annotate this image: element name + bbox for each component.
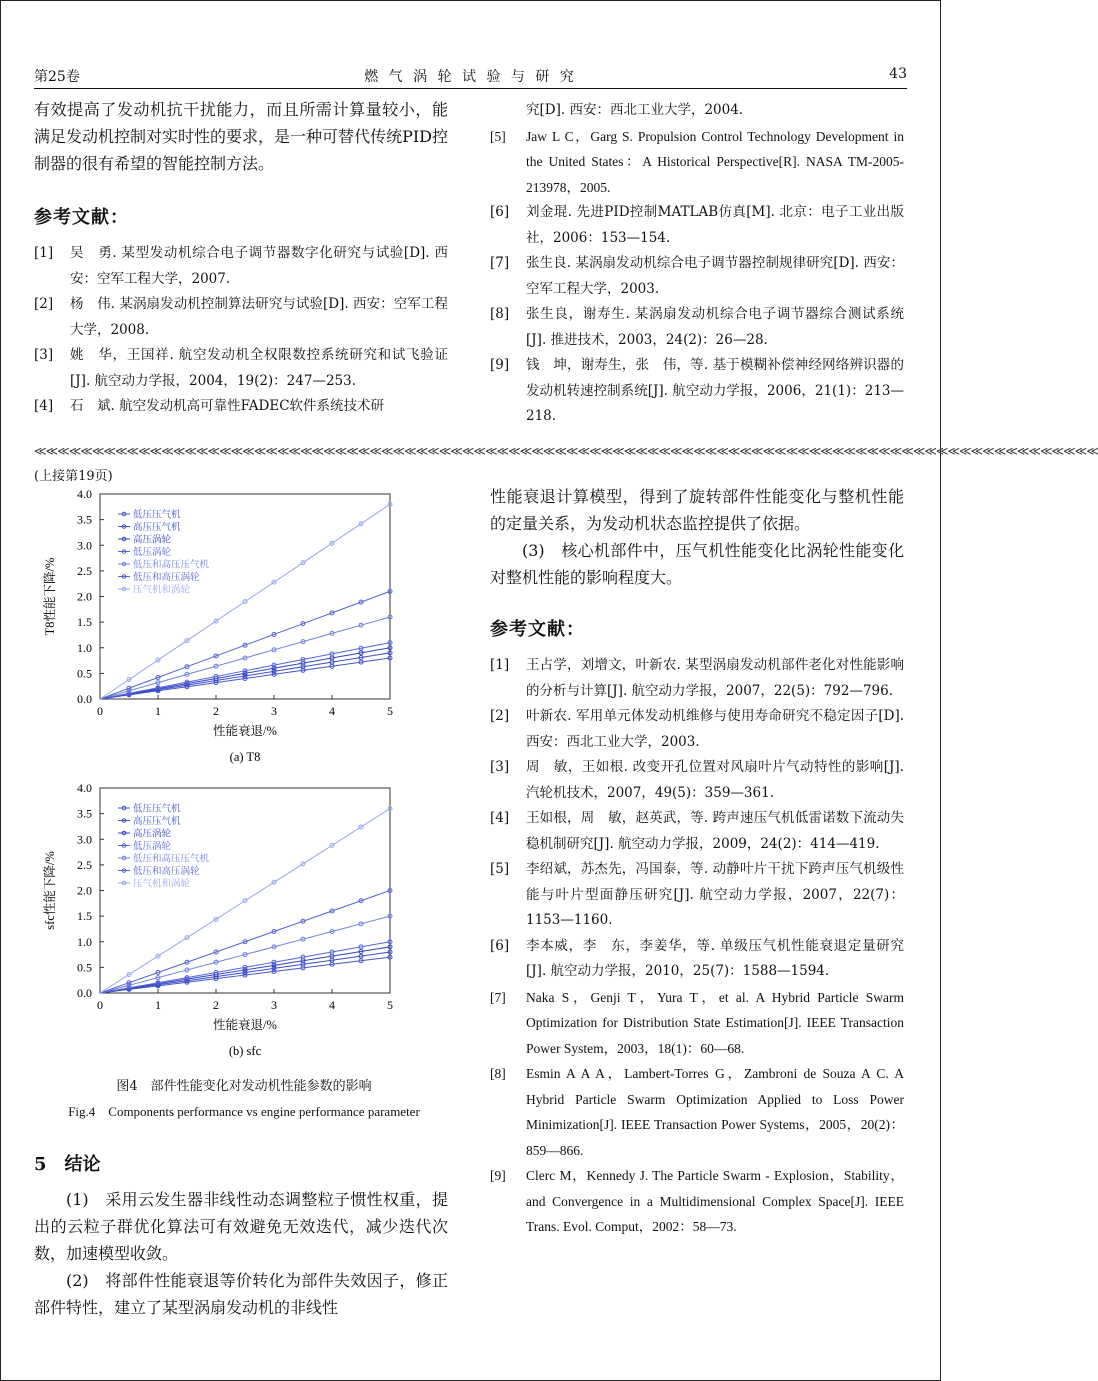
reference-item — [490, 124, 904, 201]
reference-list — [490, 124, 904, 430]
figure-caption-cn: 图4 部件性能变化对发动机性能参数的影响 — [116, 1079, 372, 1094]
y-tick-label: 1.0 — [77, 934, 92, 949]
y-tick-label: 3.0 — [77, 832, 92, 847]
reference-number: [6] — [490, 204, 510, 220]
x-tick-label: 0 — [97, 998, 103, 1012]
reference-text: 周 敏，王如根. 改变开孔位置对风扇叶片气动特性的影响[J]. 汽轮机技术，2007，49(5)：359—361. — [526, 759, 904, 801]
continued-from-note: (上接第19页) — [34, 469, 113, 484]
reference-text: Esmin A A A，Lambert-Torres G，Zambroni de Souza A C. A Hybrid Particle Swarm Optimization Applied to Loss Power Minimization[J]. IEEE Transaction Power Systems，2005，20(2)：859—866. — [526, 1066, 904, 1158]
reference-text: Naka S，Genji T，Yura T，et al. A Hybrid Particle Swarm Optimization for Distribution State Estimation[J]. IEEE Transaction Power System，2003，18(1)：60—68. — [526, 989, 904, 1056]
conclusion-paragraph: 有效提高了发动机抗干扰能力，而且所需计算量较小，能满足发动机控制对实时性的要求，是一种可替代传统PID控制器的很有希望的智能控制方法。 — [34, 100, 448, 173]
series-line — [100, 942, 390, 993]
y-tick-label: 0.0 — [77, 986, 92, 1000]
conclusion-2: (2) 将部件性能衰退等价转化为部件失效因子，修正部件特性，建立了某型涡扇发动机的非线性 — [34, 1271, 448, 1317]
reference-item — [34, 394, 448, 420]
reference-text: 吴 勇. 某型发动机综合电子调节器数字化研究与试验[D]. 西安：空军工程大学，2007. — [70, 245, 448, 287]
y-tick-label: 2.0 — [77, 589, 92, 604]
y-axis-label: T8性能下降/% — [43, 557, 57, 636]
x-tick-label: 4 — [329, 998, 335, 1012]
reference-item — [490, 857, 904, 934]
reference-number: [4] — [34, 398, 54, 414]
y-axis-label: sfc性能下降/% — [43, 851, 57, 930]
series-line — [100, 591, 390, 699]
series-line — [100, 504, 390, 699]
reference-list — [490, 653, 904, 1240]
reference-item — [490, 985, 904, 1062]
reference-number: [3] — [34, 347, 54, 363]
reference-item — [34, 241, 448, 292]
reference-text: 杨 伟. 某涡扇发动机控制算法研究与试验[D]. 西安：空军工程大学，2008. — [70, 296, 448, 338]
y-tick-label: 3.5 — [77, 806, 92, 821]
reference-text: Jaw L C，Garg S. Propulsion Control Technology Development in the United States：A Historical Perspective[R]. NASA TM-2005-213978，2005. — [526, 128, 904, 195]
chart-t8-svg — [34, 482, 454, 772]
reference-text: 王如根，周 敏，赵英武，等. 跨声速压气机低雷诺数下流动失稳机制研究[J]. 航空动力学报，2009，24(2)：414—419. — [526, 810, 904, 852]
series-line — [100, 891, 390, 994]
reference-text: 钱 坤，谢寿生，张 伟，等. 基于模糊补偿神经网络辨识器的发动机转速控制系统[J]. 航空动力学报，2006，21(1)：213—218. — [526, 357, 904, 424]
reference-number: [5] — [490, 128, 506, 144]
legend-label: 高压涡轮 — [133, 535, 172, 546]
reference-number: [1] — [34, 245, 54, 261]
reference-text: 叶新农. 军用单元体发动机维修与使用寿命研究不稳定因子[D]. 西安：西北工业大学，2003. — [526, 708, 904, 750]
reference-text: 刘金琨. 先进PID控制MATLAB仿真[M]. 北京：电子工业出版社，2006：153—154. — [526, 204, 904, 246]
journal-title: 燃 气 涡 轮 试 验 与 研 究 — [364, 69, 577, 85]
references-heading: 参考文献： — [34, 207, 129, 228]
series-line — [100, 916, 390, 993]
reference-number: [1] — [490, 657, 510, 673]
series-line — [100, 952, 390, 993]
top-left-column — [34, 96, 448, 420]
reference-number: [4] — [490, 810, 510, 826]
reference-item — [490, 653, 904, 704]
x-tick-label: 3 — [271, 704, 277, 718]
section-5 — [34, 1150, 448, 1321]
y-tick-label: 3.0 — [77, 538, 92, 553]
legend-label: 高压压气机 — [133, 523, 181, 533]
y-tick-label: 0.0 — [77, 692, 92, 706]
y-tick-label: 1.5 — [77, 615, 92, 630]
reference-number: [3] — [490, 759, 510, 775]
reference-item — [34, 343, 448, 394]
reference-item — [490, 353, 904, 430]
reference-number: [2] — [34, 296, 54, 312]
reference-number: [7] — [490, 989, 506, 1005]
reference-item — [490, 704, 904, 755]
reference-text: 姚 华，王国祥. 航空发动机全权限数控系统研究和试飞验证[J]. 航空动力学报，2004，19(2)：247—253. — [70, 347, 448, 389]
legend-label: 低压和高压压气机 — [133, 560, 210, 571]
reference-text: 李本威，李 东，李姜华，等. 单级压气机性能衰退定量研究[J]. 航空动力学报，2010，25(7)：1588—1594. — [526, 937, 904, 979]
x-tick-label: 1 — [155, 998, 161, 1012]
references-heading: 参考文献： — [490, 619, 585, 640]
legend-label: 高压涡轮 — [133, 829, 172, 840]
reference-number: [2] — [490, 708, 510, 724]
series-line — [100, 643, 390, 699]
conclusion-3: (3) 核心机部件中，压气机性能变化比涡轮性能变化对整机性能的影响程度大。 — [490, 541, 904, 587]
reference-item — [490, 1061, 904, 1163]
x-axis-label: 性能衰退/% — [213, 1018, 277, 1032]
reference-text: 张生良，谢寿生. 某涡扇发动机综合电子调节器综合测试系统[J]. 推进技术，2003，24(2)：26—28. — [526, 306, 904, 348]
series-line — [100, 658, 390, 699]
reference-item — [490, 934, 904, 985]
reference-text: 王占学，刘增文，叶新农. 某型涡扇发动机部件老化对性能影响的分析与计算[J]. 航空动力学报，2007，22(5)：792—796. — [526, 657, 904, 699]
chart-subcaption: (a) T8 — [229, 750, 261, 764]
bottom-right-column — [490, 483, 904, 1240]
y-tick-label: 4.0 — [77, 487, 92, 501]
reference-continuation: 究[D]. 西安：西北工业大学，2004. — [526, 102, 744, 118]
reference-text: 张生良. 某涡扇发动机综合电子调节器控制规律研究[D]. 西安：空军工程大学，2003. — [526, 255, 904, 297]
reference-number: [8] — [490, 1066, 506, 1081]
section-5-title: 5 结论 — [34, 1154, 101, 1175]
reference-item — [490, 755, 904, 806]
series-line — [100, 947, 390, 993]
y-tick-label: 0.5 — [77, 666, 92, 681]
reference-number: [5] — [490, 861, 510, 877]
reference-list — [34, 241, 448, 420]
top-right-column — [490, 98, 904, 430]
chart-sfc-svg — [34, 776, 454, 1066]
conclusion-2-continued: 性能衰退计算模型，得到了旋转部件性能变化与整机性能的定量关系，为发动机状态监控提供了依据。 — [490, 487, 904, 533]
article-divider: ≪≪≪≪≪≪≪≪≪≪≪≪≪≪≪≪≪≪≪≪≪≪≪≪≪≪≪≪≪≪≪≪≪≪≪≪≪≪≪≪≪≪≪≪≪≪≪≪≪≪≪≪≪≪≪≪≪≪≪≪≪≪≪≪≪≪≪≪≪≪≪≪≪≪≪≪≪≪≪≪≪≪≪≪≪≪≪≪≪≪≪≪ — [34, 444, 1098, 458]
chart-t8 — [34, 482, 454, 772]
page-number: 43 — [889, 66, 907, 82]
legend-label: 压气机和涡轮 — [133, 585, 191, 596]
reference-text: Clerc M，Kennedy J. The Particle Swarm - Explosion，Stability，and Convergence in a Multidimensional Complex Space[J]. IEEE Trans. Evol. Comput，2002：58—73. — [526, 1168, 904, 1234]
x-tick-label: 4 — [329, 704, 335, 718]
reference-number: [8] — [490, 306, 510, 322]
reference-item — [490, 251, 904, 302]
chart-sfc — [34, 776, 454, 1066]
reference-number: [6] — [490, 937, 510, 954]
reference-item — [490, 200, 904, 251]
chart-subcaption: (b) sfc — [228, 1044, 262, 1058]
reference-number: [9] — [490, 357, 510, 373]
y-tick-label: 0.5 — [77, 960, 92, 975]
y-tick-label: 3.5 — [77, 512, 92, 527]
reference-number: [9] — [490, 1168, 506, 1183]
reference-item — [34, 292, 448, 343]
y-tick-label: 4.0 — [77, 781, 92, 795]
x-tick-label: 5 — [387, 998, 393, 1012]
series-line — [100, 957, 390, 993]
x-tick-label: 3 — [271, 998, 277, 1012]
series-line — [100, 617, 390, 699]
reference-item — [490, 1163, 904, 1240]
x-tick-label: 0 — [97, 704, 103, 718]
x-axis-label: 性能衰退/% — [213, 724, 277, 738]
legend-label: 低压涡轮 — [133, 842, 172, 852]
reference-item — [490, 806, 904, 857]
legend-label: 低压压气机 — [133, 804, 181, 815]
legend-label: 低压压气机 — [133, 510, 181, 521]
series-line — [100, 648, 390, 699]
header-rule — [34, 88, 907, 89]
y-tick-label: 1.5 — [77, 909, 92, 924]
legend-label: 低压涡轮 — [133, 548, 172, 558]
figure-caption-en: Fig.4 Components performance vs engine performance parameter — [68, 1104, 420, 1119]
y-tick-label: 2.5 — [77, 857, 92, 872]
y-tick-label: 2.5 — [77, 563, 92, 578]
running-header — [34, 60, 907, 86]
volume-label: 第25卷 — [34, 69, 80, 85]
conclusion-1: (1) 采用云发生器非线性动态调整粒子惯性权重，提出的云粒子群优化算法可有效避免无效迭代，减少迭代次数，加速模型收敛。 — [34, 1190, 448, 1263]
legend-label: 压气机和涡轮 — [133, 879, 191, 890]
reference-item — [490, 302, 904, 353]
reference-text: 石 斌. 航空发动机高可靠性FADEC软件系统技术研 — [70, 398, 385, 414]
y-tick-label: 1.0 — [77, 640, 92, 655]
reference-text: 李绍斌，苏杰先，冯国泰，等. 动静叶片干扰下跨声压气机级性能与叶片型面静压研究[J]. 航空动力学报，2007，22(7)：1153—1160. — [526, 861, 904, 928]
y-tick-label: 2.0 — [77, 883, 92, 898]
legend-label: 高压压气机 — [133, 817, 181, 827]
x-tick-label: 2 — [213, 704, 219, 718]
x-tick-label: 5 — [387, 704, 393, 718]
legend-label: 低压和高压压气机 — [133, 854, 210, 865]
legend-label: 低压和高压涡轮 — [133, 573, 200, 583]
x-tick-label: 2 — [213, 998, 219, 1012]
legend-label: 低压和高压涡轮 — [133, 867, 200, 877]
reference-number: [7] — [490, 255, 510, 271]
x-tick-label: 1 — [155, 704, 161, 718]
